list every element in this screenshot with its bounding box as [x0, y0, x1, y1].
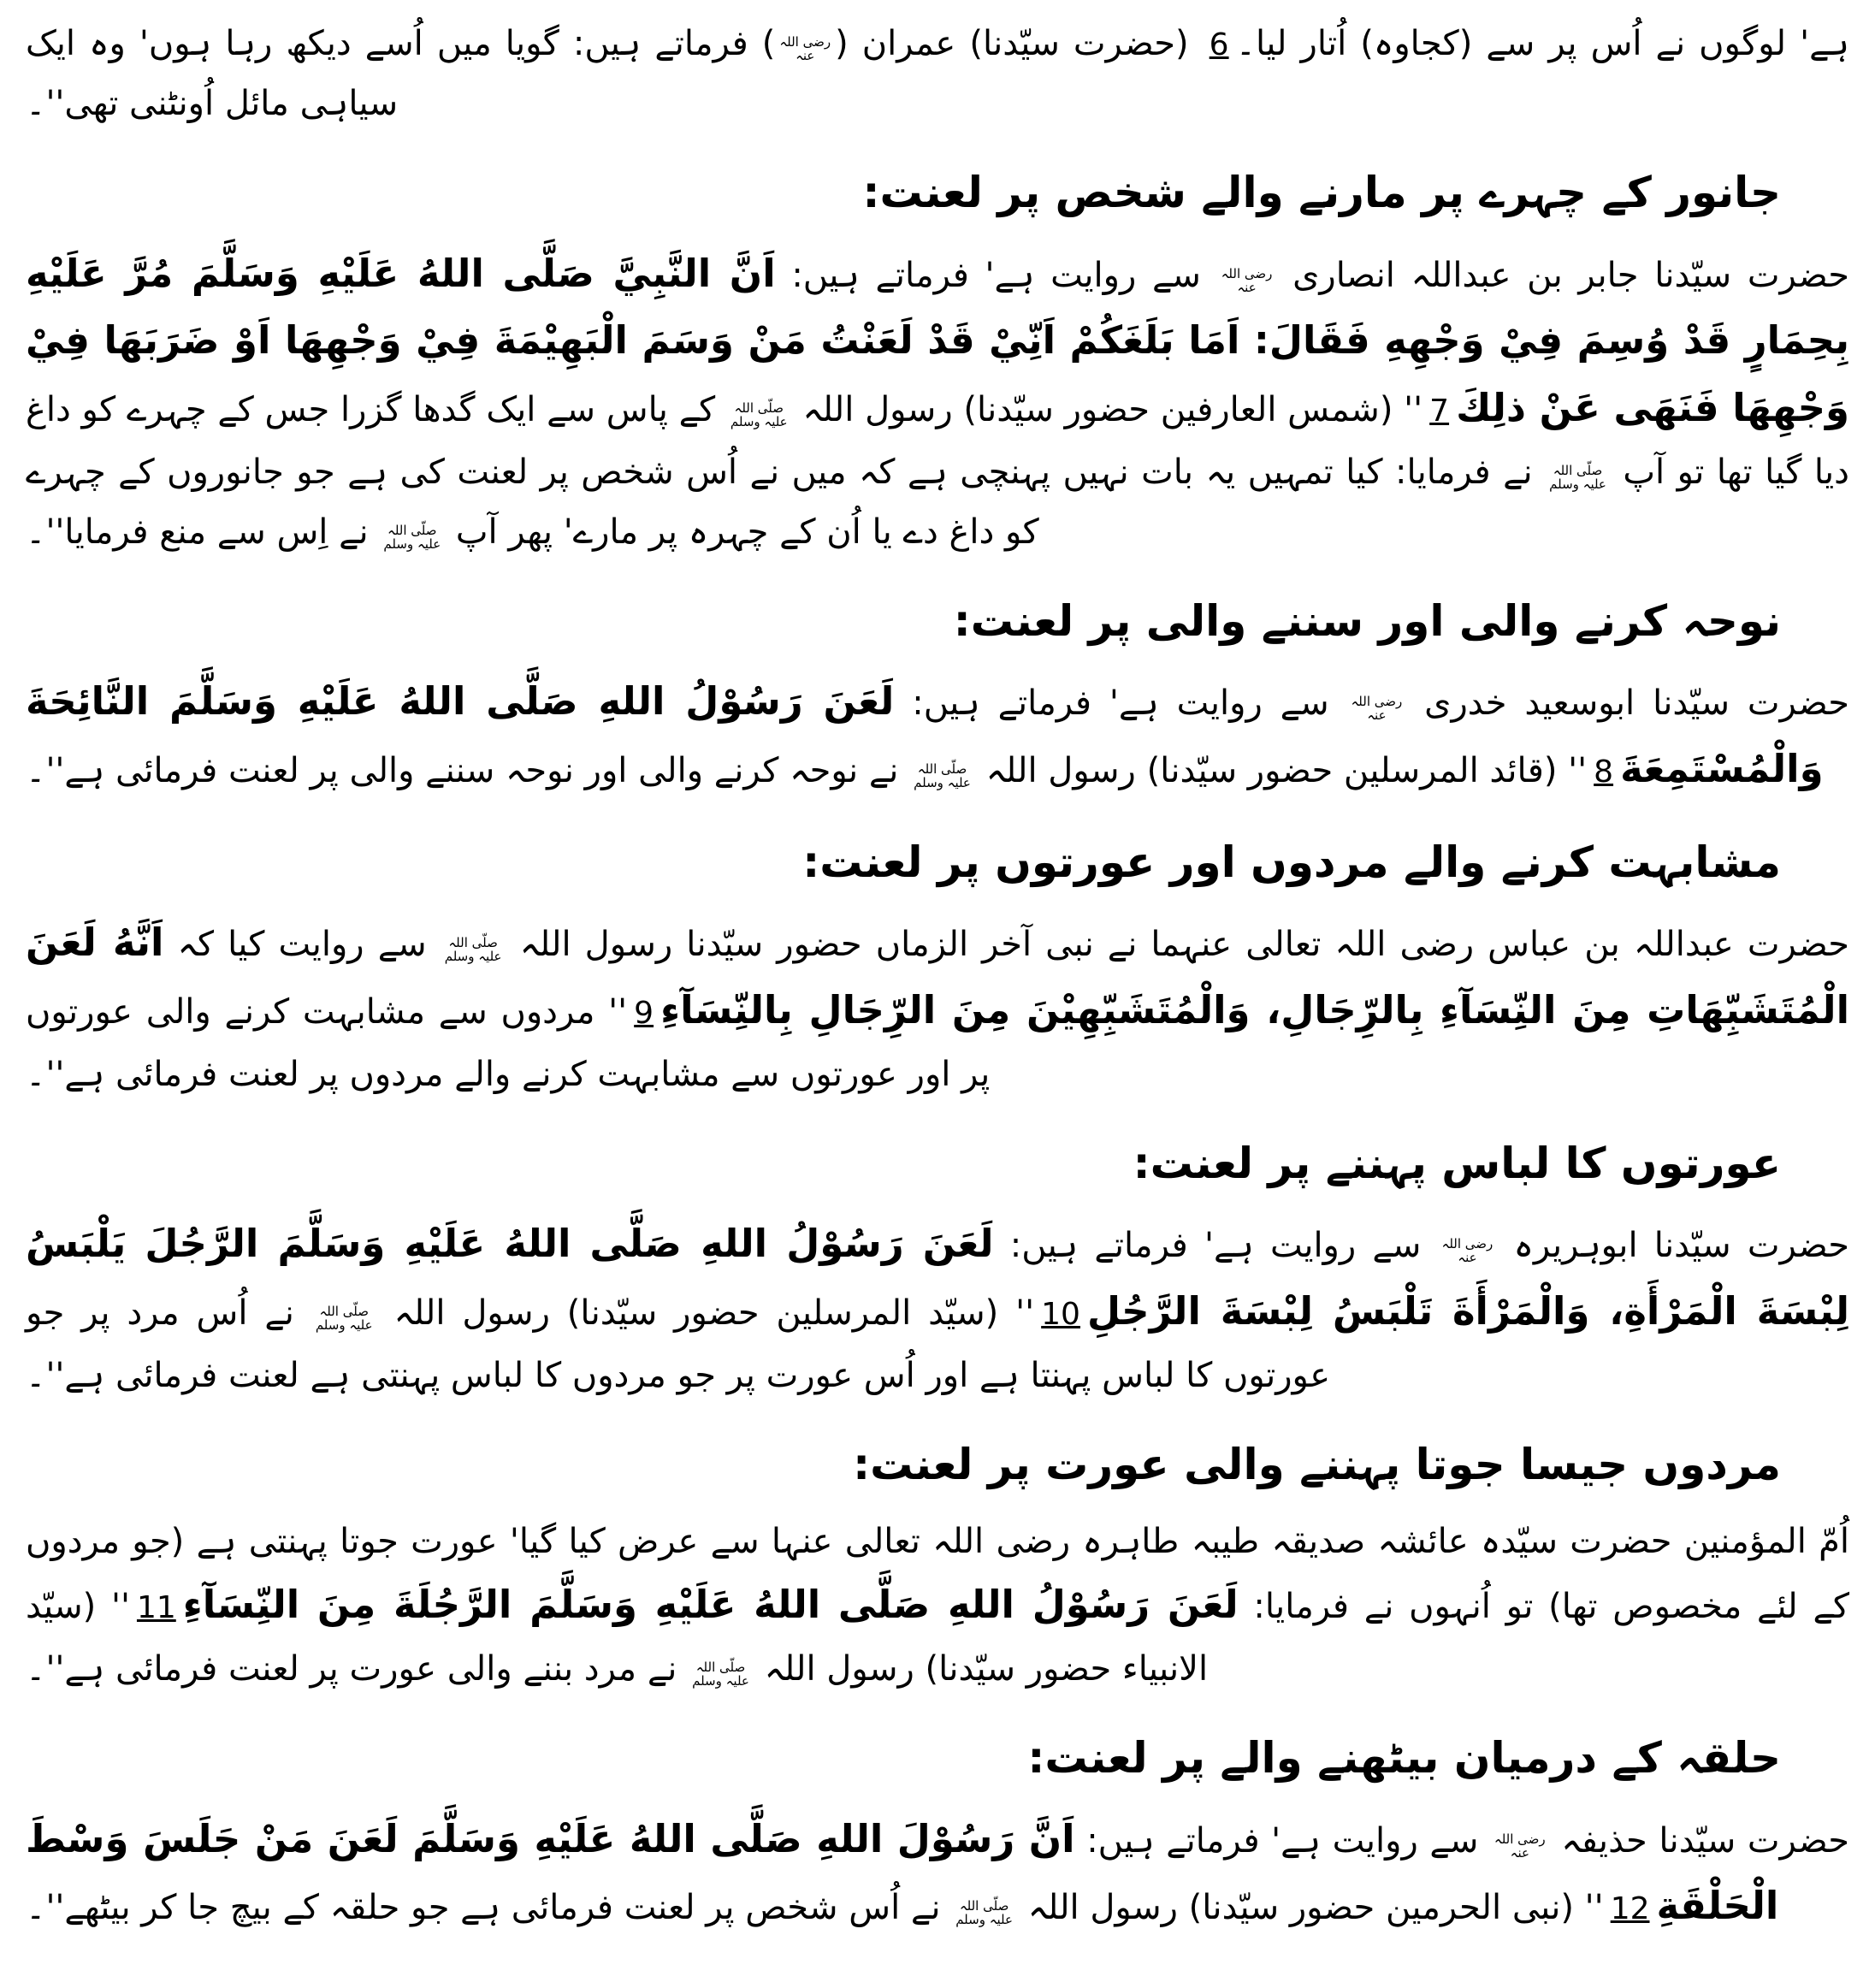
urdu-text: ہے' لوگوں نے اُس پر سے (کجاوہ) اُتار لیا۔: [1235, 24, 1849, 63]
ra-honorific-mark: [1494, 1832, 1546, 1860]
honorific-row: رضی اللہ: [1221, 265, 1273, 281]
arabic-quote: اَنَّ رَسُوْلَ اللهِ صَلَّى اللهُ عَلَيْهِ وَسَلَّمَ لَعَنَ مَنْ جَلَسَ وَسْطَ الْحَلْقَةِ: [26, 1815, 1779, 1929]
honorific-row: صلّی اللہ: [319, 1304, 369, 1319]
saw-honorific-mark: [914, 762, 971, 790]
hadith-section: [26, 166, 1849, 562]
sections-container: [26, 166, 1849, 1940]
reference-number: 8: [1594, 754, 1614, 790]
honorific-row: رضی اللہ: [1493, 1831, 1546, 1847]
section-heading: حلقہ کے درمیان بیٹھنے والے پر لعنت:: [1027, 1733, 1781, 1783]
ra-honorific-mark: [1442, 1237, 1493, 1264]
urdu-text: کے پاس سے ایک گدھا گزرا جس کے چہرے کو داغ دیا گیا تھا تو آپ: [26, 390, 1849, 492]
urdu-text: سے روایت ہے' فرماتے ہیں:: [775, 255, 1217, 295]
section-heading: عورتوں کا لباس پہننے پر لعنت:: [1133, 1138, 1781, 1188]
urdu-text: حضرت سیّدنا جابر بن عبداللہ انصاری: [1276, 255, 1849, 295]
section-heading: جانور کے چہرے پر مارنے والے شخص پر لعنت:: [862, 168, 1781, 217]
section-heading: نوحہ کرنے والی اور سننے والی پر لعنت:: [953, 595, 1781, 646]
reference-number: 6: [1209, 27, 1229, 62]
honorific-row: علیہ وسلم: [1549, 476, 1606, 492]
honorific-row: صلّی اللہ: [695, 1660, 746, 1675]
reference-number: 11: [136, 1590, 176, 1626]
section-heading: مشابہت کرنے والے مردوں اور عورتوں پر لعنت:: [802, 837, 1781, 887]
saw-honorific-mark: [730, 401, 788, 429]
hadith-paragraph: [26, 909, 1849, 1104]
urdu-text: ) فرماتے ہیں: گویا میں اُسے دیکھ رہا ہوں' وہ ایک سیاہی مائل اُونٹنی تھی''۔: [26, 24, 776, 123]
reference-number: 9: [634, 996, 654, 1031]
urdu-text: نے نوحہ کرنے والی اور نوحہ سننے والی پر لعنت فرمائی ہے''۔: [26, 751, 910, 790]
ra-honorific-mark: [1352, 695, 1403, 722]
saw-honorific-mark: [316, 1305, 373, 1332]
ra-honorific-mark: [1221, 267, 1273, 294]
honorific-row: علیہ وسلم: [383, 535, 441, 552]
reference-number: 10: [1041, 1297, 1080, 1332]
hadith-section: [26, 836, 1849, 1104]
urdu-text: حضرت عبداللہ بن عباس رضی اللہ تعالی عنہما نے نبی آخر الزماں حضور سیّدنا رسول اللہ: [506, 925, 1849, 965]
hadith-section: [26, 1137, 1849, 1405]
urdu-text: '' (قائد المرسلین حضور سیّدنا) رسول اللہ: [974, 751, 1588, 790]
honorific-row: صلّی اللہ: [1553, 462, 1603, 478]
urdu-text: سے روایت ہے' فرماتے ہیں:: [1074, 1820, 1490, 1861]
hadith-paragraph: [26, 240, 1849, 562]
urdu-text: نے اِس سے منع فرمایا''۔: [26, 512, 380, 552]
saw-honorific-mark: [383, 524, 441, 551]
section-heading: مردوں جیسا جوتا پہننے والی عورت پر لعنت:: [853, 1439, 1781, 1489]
urdu-text: '' (سیّد الانبیاء حضور سیّدنا) رسول اللہ: [26, 1587, 1209, 1689]
urdu-text: '' مردوں سے مشابہت کرنے والی عورتوں پر اور عورتوں سے مشابہت کرنے والے مردوں پر لعنت فرمائی ہے''۔: [26, 992, 991, 1094]
honorific-row: صلّی اللہ: [734, 400, 784, 416]
honorific-row: علیہ وسلم: [730, 414, 788, 430]
honorific-row: رضی اللہ: [779, 34, 831, 50]
urdu-text: حضرت سیّدنا حذیفہ: [1549, 1820, 1850, 1861]
saw-honorific-mark: [692, 1660, 749, 1688]
arabic-quote: لَعَنَ رَسُوْلُ اللهِ صَلَّى اللهُ عَلَيْهِ وَسَلَّمَ الرَّجُلَةَ مِنَ النِّسَآءِ: [182, 1582, 1239, 1628]
honorific-row: علیہ وسلم: [692, 1673, 749, 1689]
hadith-section: [26, 1438, 1849, 1699]
saw-honorific-mark: [445, 936, 502, 963]
honorific-row: عنہ: [1367, 707, 1387, 724]
hadith-paragraph: [26, 1806, 1849, 1941]
honorific-row: عنہ: [1237, 279, 1257, 295]
urdu-text: حضرت سیّدنا ابوسعید خدری: [1406, 683, 1850, 724]
honorific-row: علیہ وسلم: [955, 1912, 1013, 1928]
urdu-text: نے مرد بننے والی عورت پر لعنت فرمائی ہے''۔: [26, 1649, 689, 1689]
honorific-row: صلّی اللہ: [917, 761, 967, 777]
urdu-text: سے روایت کیا کہ: [163, 925, 441, 965]
honorific-row: عنہ: [1458, 1250, 1477, 1266]
saw-honorific-mark: [955, 1899, 1013, 1926]
intro-paragraph: [26, 14, 1849, 133]
hadith-paragraph: [26, 1210, 1849, 1405]
arabic-quote: اَنَّهُ لَعَنَ الْمُتَشَبِّهَاتِ مِنَ النِّسَآءِ بِالرِّجَالِ، وَالْمُتَشَبِّهِيْنَ مِنَ الرِّجَالِ بِالنِّسَآءِ: [26, 920, 1849, 1032]
honorific-row: صلّی اللہ: [959, 1898, 1009, 1914]
honorific-row: عنہ: [796, 48, 815, 64]
honorific-row: علیہ وسلم: [444, 949, 502, 965]
saw-honorific-mark: [1549, 464, 1606, 491]
honorific-row: علیہ وسلم: [315, 1317, 373, 1334]
urdu-text: '' (نبی الحرمین حضور سیّدنا) رسول اللہ: [1016, 1888, 1604, 1928]
urdu-text: '' (شمس العارفین حضور سیّدنا) رسول اللہ: [791, 390, 1423, 429]
urdu-text: سے روایت ہے' فرماتے ہیں:: [993, 1226, 1438, 1266]
reference-number: 12: [1610, 1891, 1650, 1927]
honorific-row: صلّی اللہ: [448, 935, 498, 951]
arabic-quote: لَعَنَ رَسُوْلُ اللهِ صَلَّى اللهُ عَلَيْهِ وَسَلَّمَ الرَّجُلَ يَلْبَسُ لِبْسَةَ الْمَرْأَةِ، وَالْمَرْأَةَ تَلْبَسُ لِبْسَةَ الرَّجُلِ: [26, 1221, 1849, 1334]
urdu-text: نے فرمایا: کیا تمہیں یہ بات نہیں پہنچی ہے کہ میں نے اُس شخص پر لعنت کی ہے جو جانوروں کے چہرے کو داغ دے یا اُن کے چہرہ پر مارے' پھر آپ: [26, 452, 1546, 552]
urdu-text: نے اُس مرد پر جو عورتوں کا لباس پہنتا ہے اور اُس عورت پر جو مردوں کا لباس پہنتی ہے لعنت فرمائی ہے''۔: [26, 1293, 1331, 1395]
urdu-text: '' (سیّد المرسلین حضور سیّدنا) رسول اللہ: [376, 1293, 1035, 1333]
arabic-quote: لَعَنَ رَسُوْلُ اللهِ صَلَّى اللهُ عَلَيْهِ وَسَلَّمَ النَّائِحَةَ وَالْمُسْتَمِعَةَ: [26, 678, 1824, 791]
urdu-text: (حضرت سیّدنا) عمران (: [835, 24, 1203, 63]
honorific-row: رضی اللہ: [1351, 694, 1403, 710]
urdu-text: اُمّ المؤمنین حضرت سیّدہ عائشہ صدیقہ طیبہ طاہرہ رضی اللہ تعالی عنہا سے عرض کیا گیا' عورت جوتا پہنتی ہے (جو مردوں کے لئے مخصوص تھا) تو اُنہوں نے فرمایا:: [26, 1522, 1850, 1627]
hadith-section: [26, 595, 1849, 803]
honorific-row: عنہ: [1510, 1844, 1529, 1861]
hadith-section: [26, 1731, 1849, 1940]
ra-honorific-mark: [779, 35, 831, 62]
arabic-quote: اَنَّ النَّبِيَّ صَلَّى اللهُ عَلَيْهِ وَسَلَّمَ مُرَّ عَلَيْهِ بِحِمَارٍ قَدْ وُسِمَ فِيْ وَجْهِهِ فَقَالَ: اَمَا بَلَغَكُمْ اَنِّيْ قَدْ لَعَنْتُ مَنْ وَسَمَ الْبَهِيْمَةَ فِيْ وَجْهِهَا اَوْ ضَرَبَهَا فِيْ وَجْهِهَا فَنَهَى عَنْ ذلِكَ: [26, 250, 1850, 430]
urdu-text: سے روایت ہے' فرماتے ہیں:: [894, 683, 1347, 724]
urdu-text: حضرت سیّدنا ابوہریرہ: [1497, 1226, 1849, 1266]
honorific-row: صلّی اللہ: [387, 522, 437, 538]
reference-number: 7: [1429, 393, 1450, 429]
honorific-row: رضی اللہ: [1441, 1236, 1493, 1252]
hadith-paragraph: [26, 1512, 1849, 1699]
hadith-paragraph: [26, 668, 1849, 803]
urdu-text: نے اُس شخص پر لعنت فرمائی ہے جو حلقہ کے بیچ جا کر بیٹھے''۔: [26, 1888, 952, 1928]
honorific-row: علیہ وسلم: [914, 775, 971, 791]
